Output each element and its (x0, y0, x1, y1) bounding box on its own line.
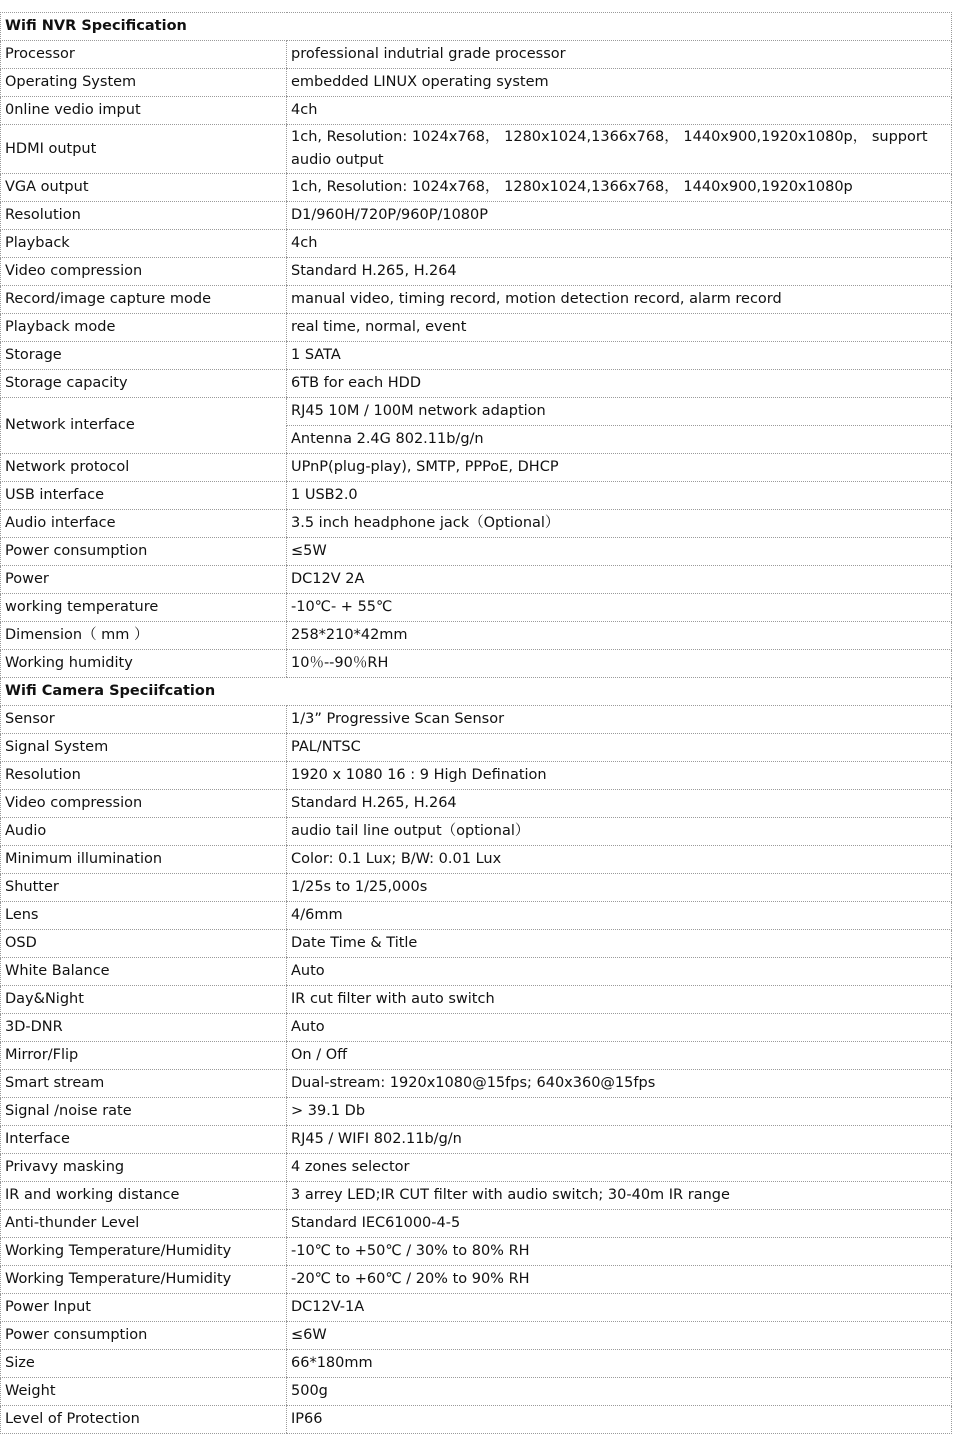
spec-label: Working humidity (1, 650, 287, 678)
spec-row (1, 594, 952, 622)
spec-value: -20℃ to +60℃ / 20% to 90% RH (287, 1266, 952, 1294)
spec-label: Resolution (1, 202, 287, 230)
spec-label: VGA output (1, 174, 287, 202)
spec-row (1, 706, 952, 734)
spec-row (1, 846, 952, 874)
spec-label: Lens (1, 902, 287, 930)
spec-value: UPnP(plug-play), SMTP, PPPoE, DHCP (287, 454, 952, 482)
spec-label: Audio interface (1, 510, 287, 538)
spec-row (1, 69, 952, 97)
spec-value: -10℃ to +50℃ / 30% to 80% RH (287, 1238, 952, 1266)
spec-label: Level of Protection (1, 1406, 287, 1434)
spec-label: Processor (1, 41, 287, 69)
spec-label: Sensor (1, 706, 287, 734)
spec-value: 6TB for each HDD (287, 370, 952, 398)
spec-value: 4/6mm (287, 902, 952, 930)
spec-label: Anti-thunder Level (1, 1210, 287, 1238)
spec-label: Mirror/Flip (1, 1042, 287, 1070)
spec-label: HDMI output (1, 125, 287, 174)
spec-row (1, 202, 952, 230)
spec-value: embedded LINUX operating system (287, 69, 952, 97)
section-header-row (1, 13, 952, 41)
spec-label: Video compression (1, 258, 287, 286)
spec-value: audio tail line output（optional） (287, 818, 952, 846)
spec-value: Antenna 2.4G 802.11b/g/n (287, 426, 952, 454)
spec-row (1, 1294, 952, 1322)
spec-label: Minimum illumination (1, 846, 287, 874)
spec-label: Network protocol (1, 454, 287, 482)
spec-sheet (0, 12, 951, 1434)
spec-row (1, 97, 952, 125)
spec-value: D1/960H/720P/960P/1080P (287, 202, 952, 230)
spec-row (1, 1406, 952, 1434)
spec-row (1, 258, 952, 286)
spec-row (1, 454, 952, 482)
spec-value: 4ch (287, 230, 952, 258)
spec-row (1, 1238, 952, 1266)
spec-value: Standard IEC61000-4-5 (287, 1210, 952, 1238)
spec-label: Size (1, 1350, 287, 1378)
spec-row (1, 986, 952, 1014)
spec-row (1, 1098, 952, 1126)
spec-label: Shutter (1, 874, 287, 902)
spec-value: > 39.1 Db (287, 1098, 952, 1126)
spec-label: Power consumption (1, 538, 287, 566)
spec-row (1, 930, 952, 958)
spec-row (1, 510, 952, 538)
spec-value: 1ch, Resolution: 1024x768， 1280x1024,1366x768， 1440x900,1920x1080p (287, 174, 952, 202)
spec-row (1, 230, 952, 258)
spec-label: Storage capacity (1, 370, 287, 398)
spec-label: 3D-DNR (1, 1014, 287, 1042)
spec-label: Power (1, 566, 287, 594)
spec-label: Network interface (1, 398, 287, 454)
spec-row (1, 958, 952, 986)
spec-value: 10％--90％RH (287, 650, 952, 678)
spec-label: Audio (1, 818, 287, 846)
spec-label: IR and working distance (1, 1182, 287, 1210)
spec-value: 1 USB2.0 (287, 482, 952, 510)
spec-row (1, 482, 952, 510)
spec-value: professional indutrial grade processor (287, 41, 952, 69)
spec-row (1, 622, 952, 650)
spec-label: Privavy masking (1, 1154, 287, 1182)
spec-value: DC12V 2A (287, 566, 952, 594)
spec-label: Working Temperature/Humidity (1, 1238, 287, 1266)
spec-value: Standard H.265, H.264 (287, 258, 952, 286)
spec-row (1, 1126, 952, 1154)
spec-value: 3 arrey LED;IR CUT filter with audio switch; 30-40m IR range (287, 1182, 952, 1210)
spec-row (1, 874, 952, 902)
spec-row (1, 1014, 952, 1042)
spec-label: Day&Night (1, 986, 287, 1014)
spec-row (1, 902, 952, 930)
spec-value: RJ45 10M / 100M network adaption (287, 398, 952, 426)
spec-label: Storage (1, 342, 287, 370)
spec-value: 1 SATA (287, 342, 952, 370)
spec-row (1, 41, 952, 69)
spec-value: On / Off (287, 1042, 952, 1070)
spec-value: Auto (287, 1014, 952, 1042)
spec-row (1, 174, 952, 202)
spec-label: Power Input (1, 1294, 287, 1322)
spec-label: Power consumption (1, 1322, 287, 1350)
spec-value: Dual-stream: 1920x1080@15fps; 640x360@15fps (287, 1070, 952, 1098)
spec-value: 3.5 inch headphone jack（Optional） (287, 510, 952, 538)
spec-row (1, 1182, 952, 1210)
spec-value: 4 zones selector (287, 1154, 952, 1182)
spec-row (1, 1378, 952, 1406)
spec-value: 4ch (287, 97, 952, 125)
spec-row (1, 734, 952, 762)
spec-label: Working Temperature/Humidity (1, 1266, 287, 1294)
spec-label: USB interface (1, 482, 287, 510)
spec-label: Resolution (1, 762, 287, 790)
spec-label: OSD (1, 930, 287, 958)
spec-label: Video compression (1, 790, 287, 818)
spec-value: 1/3” Progressive Scan Sensor (287, 706, 952, 734)
spec-row (1, 1350, 952, 1378)
spec-value: 1/25s to 1/25,000s (287, 874, 952, 902)
spec-row (1, 1266, 952, 1294)
spec-value: Standard H.265, H.264 (287, 790, 952, 818)
spec-value: 500g (287, 1378, 952, 1406)
spec-table (0, 12, 952, 1434)
section-title: Wifi Camera Speciifcation (1, 678, 952, 706)
spec-label: Signal /noise rate (1, 1098, 287, 1126)
spec-value: 1ch, Resolution: 1024x768， 1280x1024,1366x768， 1440x900,1920x1080p， support audio output (287, 125, 952, 174)
spec-row (1, 790, 952, 818)
spec-row (1, 1070, 952, 1098)
spec-value: DC12V-1A (287, 1294, 952, 1322)
spec-label: Smart stream (1, 1070, 287, 1098)
spec-row (1, 1154, 952, 1182)
spec-value: 66*180mm (287, 1350, 952, 1378)
spec-row (1, 1210, 952, 1238)
spec-value: real time, normal, event (287, 314, 952, 342)
spec-value: Color: 0.1 Lux; B/W: 0.01 Lux (287, 846, 952, 874)
spec-row (1, 1322, 952, 1350)
spec-row (1, 538, 952, 566)
spec-value: PAL/NTSC (287, 734, 952, 762)
spec-row (1, 398, 952, 426)
spec-label: Interface (1, 1126, 287, 1154)
spec-value: manual video, timing record, motion detection record, alarm record (287, 286, 952, 314)
spec-value: 258*210*42mm (287, 622, 952, 650)
spec-value: IR cut filter with auto switch (287, 986, 952, 1014)
spec-row (1, 762, 952, 790)
spec-label: 0nline vedio imput (1, 97, 287, 125)
section-header-row (1, 678, 952, 706)
spec-row (1, 566, 952, 594)
spec-label: working temperature (1, 594, 287, 622)
spec-value: IP66 (287, 1406, 952, 1434)
spec-value: -10℃- + 55℃ (287, 594, 952, 622)
spec-row (1, 650, 952, 678)
spec-value: Auto (287, 958, 952, 986)
spec-label: Record/image capture mode (1, 286, 287, 314)
spec-label: Weight (1, 1378, 287, 1406)
section-title: Wifi NVR Specification (1, 13, 952, 41)
spec-value: ≤6W (287, 1322, 952, 1350)
spec-value: Date Time & Title (287, 930, 952, 958)
spec-row (1, 342, 952, 370)
spec-value: 1920 x 1080 16 : 9 High Defination (287, 762, 952, 790)
spec-label: Operating System (1, 69, 287, 97)
spec-label: Playback (1, 230, 287, 258)
spec-table-body (1, 13, 952, 1434)
spec-row (1, 314, 952, 342)
spec-value: ≤5W (287, 538, 952, 566)
spec-label: Dimension（ mm ） (1, 622, 287, 650)
spec-label: Signal System (1, 734, 287, 762)
spec-row (1, 125, 952, 174)
spec-row (1, 370, 952, 398)
spec-row (1, 1042, 952, 1070)
spec-value: RJ45 / WIFI 802.11b/g/n (287, 1126, 952, 1154)
spec-label: Playback mode (1, 314, 287, 342)
spec-row (1, 818, 952, 846)
spec-label: White Balance (1, 958, 287, 986)
spec-row (1, 286, 952, 314)
